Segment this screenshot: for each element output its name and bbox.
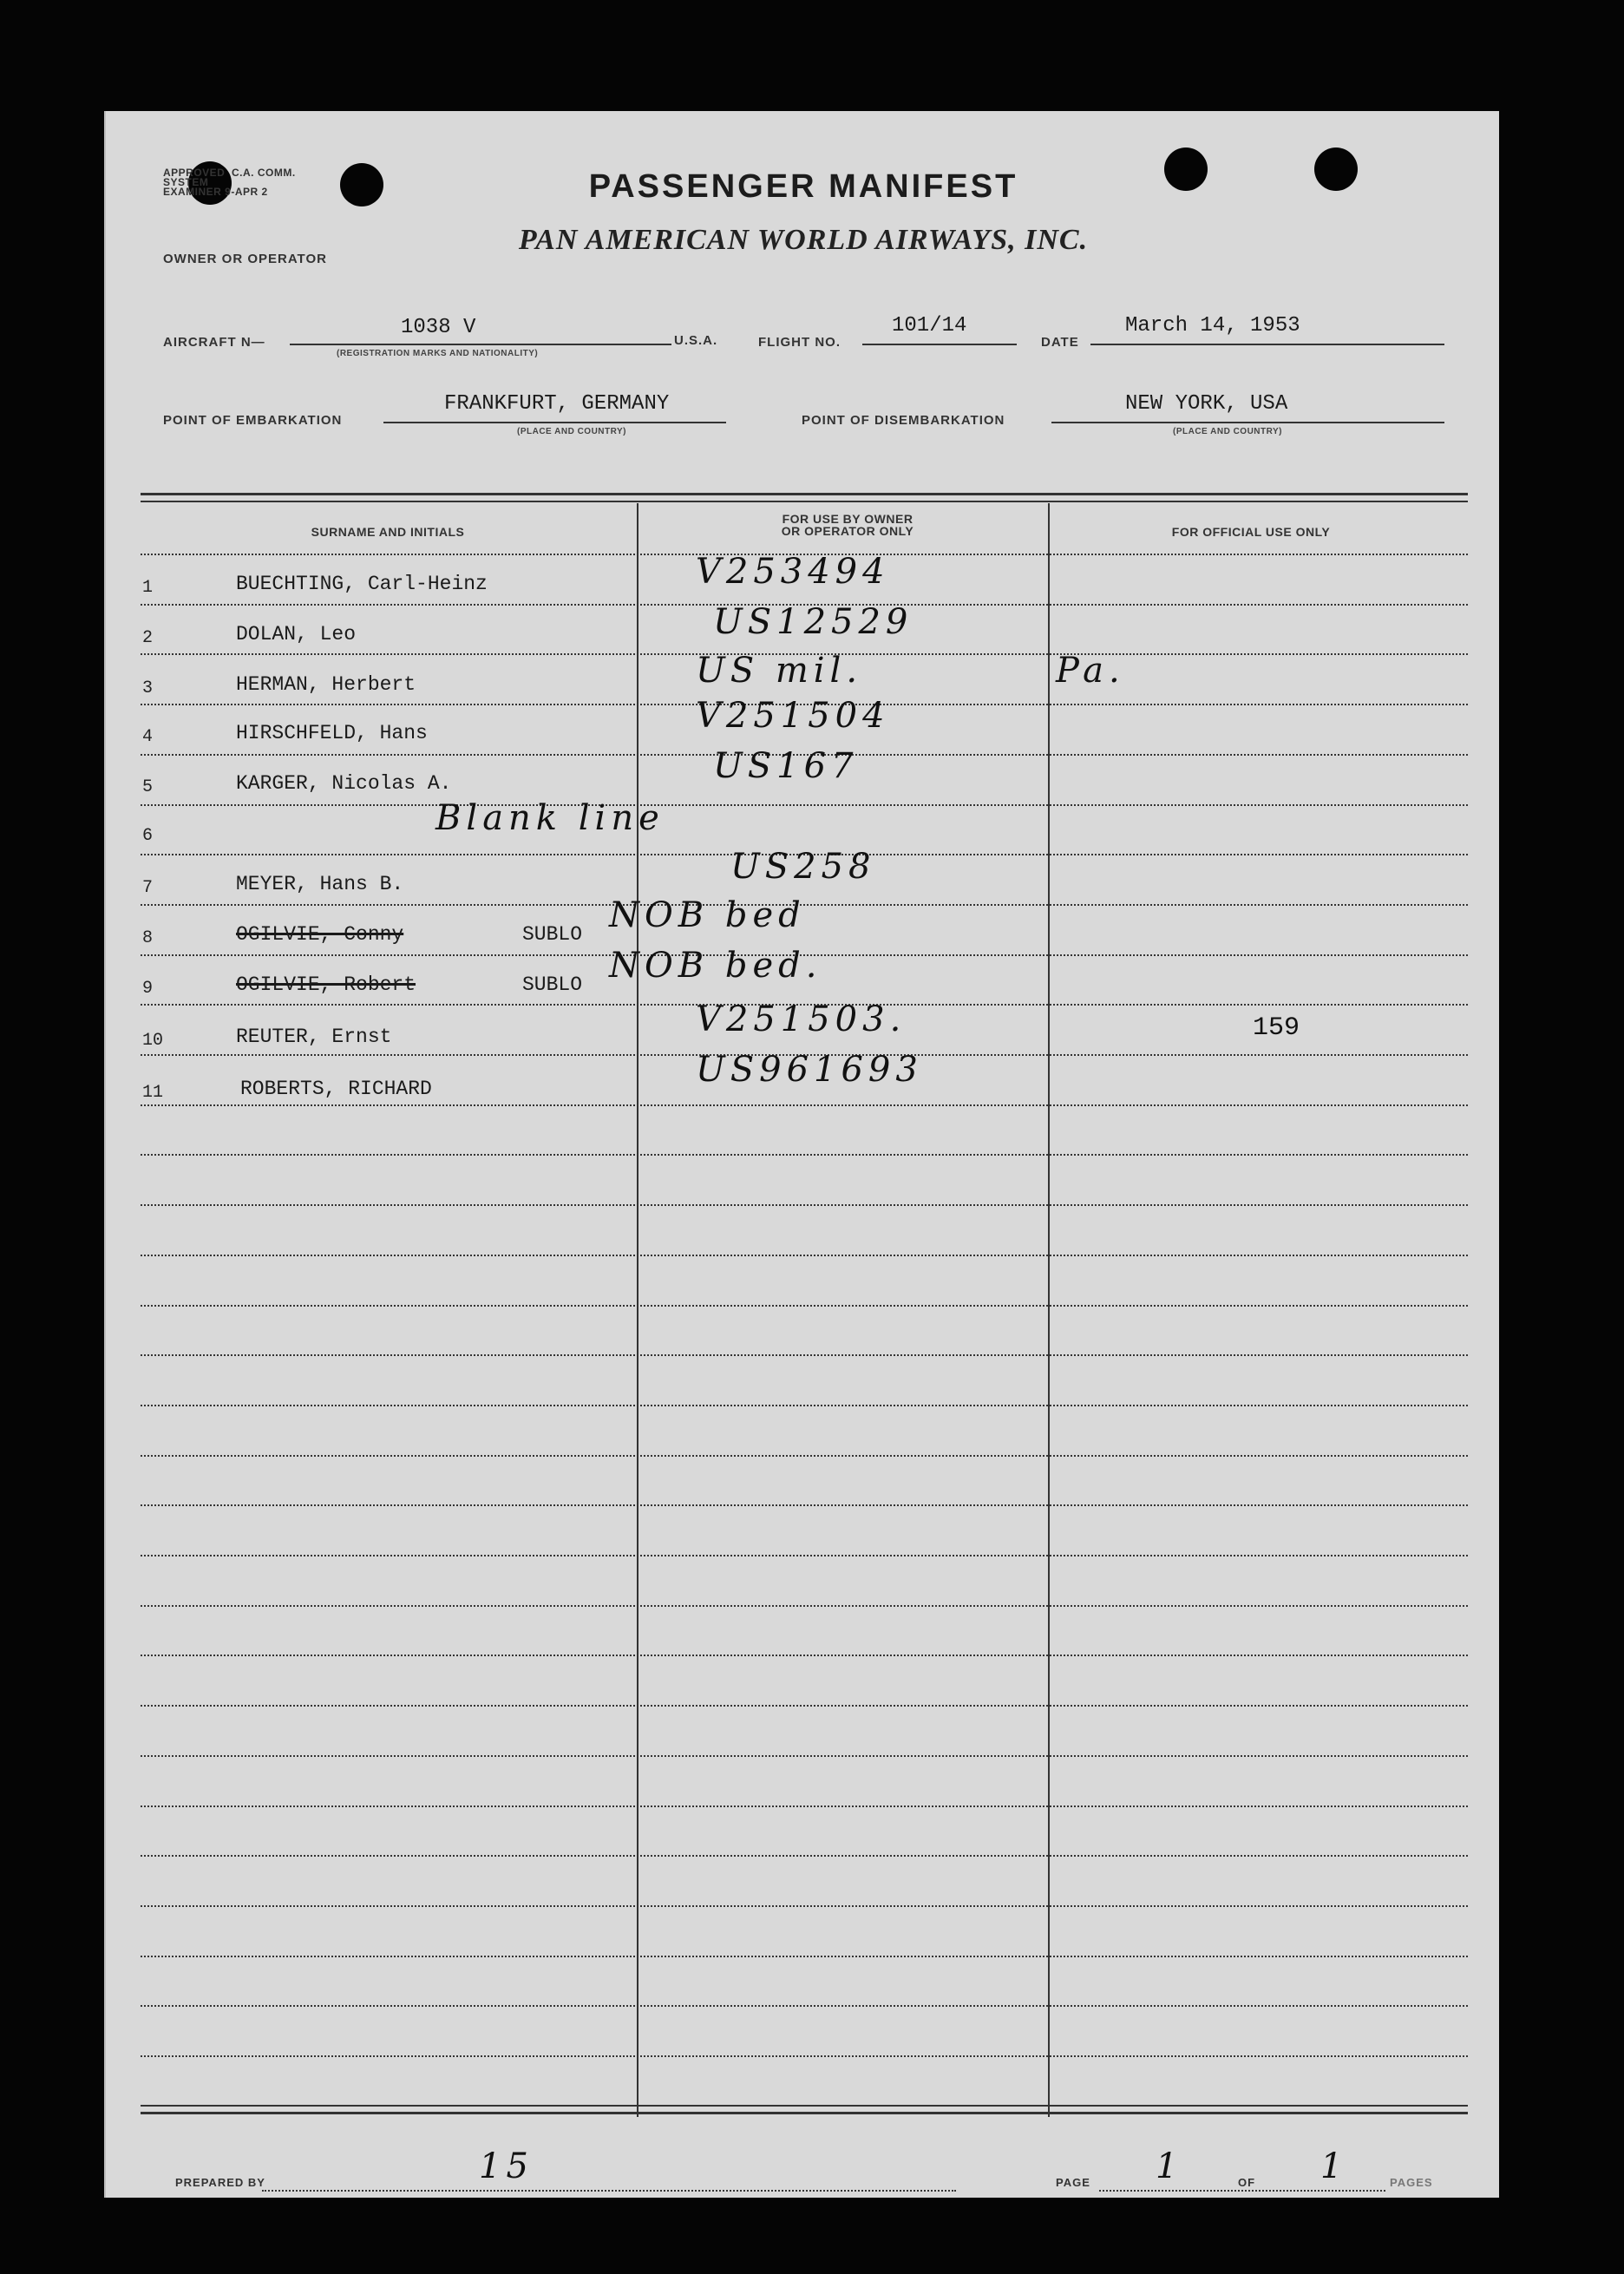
- row-rule: [141, 2005, 1468, 2007]
- row-rule: [141, 1605, 1468, 1607]
- row-number: 2: [142, 628, 154, 648]
- row-rule: [141, 1655, 1468, 1656]
- row-rule: [141, 1755, 1468, 1757]
- passenger-name: OGILVIE, Robert: [236, 973, 416, 996]
- row-rule: [141, 1255, 1468, 1256]
- row-number: 11: [142, 1083, 164, 1103]
- page-value: 1: [1156, 2146, 1183, 2186]
- disembarkation-value: NEW YORK, USA: [1125, 392, 1288, 416]
- prepared-by-line: [262, 2190, 956, 2192]
- page-title: PASSENGER MANIFEST: [588, 168, 1018, 205]
- row-rule: [141, 1504, 1468, 1506]
- aircraft-value: 1038 V: [401, 316, 476, 339]
- place-note-2: (PLACE AND COUNTRY): [1173, 427, 1282, 436]
- row-rule: [141, 1405, 1468, 1406]
- usa-label: U.S.A.: [674, 333, 718, 348]
- row-rule: [141, 1555, 1468, 1556]
- flight-label: FLIGHT NO.: [758, 335, 841, 350]
- row-rule: [141, 1305, 1468, 1307]
- row-rule: [141, 1154, 1468, 1156]
- passenger-name: HIRSCHFELD, Hans: [236, 722, 428, 744]
- approval-stamp: APPROVED C.A. COMM. SYSTEM EXAMINER 9-APR 2: [163, 167, 296, 198]
- date-underline: [1090, 344, 1444, 345]
- owner-entry: US mil.: [696, 651, 863, 691]
- column-divider: [637, 503, 638, 2117]
- owner-entry: US258: [730, 847, 876, 887]
- column-header-surname: SURNAME AND INITIALS: [311, 525, 465, 539]
- row-number: 5: [142, 777, 154, 797]
- row-number: 7: [142, 878, 154, 898]
- passenger-name: ROBERTS, RICHARD: [240, 1078, 432, 1100]
- aircraft-label: AIRCRAFT N—: [163, 335, 265, 350]
- owner-entry: V251503.: [696, 999, 907, 1039]
- owner-entry: V251504: [696, 696, 890, 736]
- of-value: 1: [1320, 2146, 1348, 2186]
- official-entry: Pa.: [1056, 651, 1125, 691]
- embarkation-value: FRANKFURT, GERMANY: [444, 392, 670, 416]
- row-number: 9: [142, 979, 154, 999]
- registration-note: (REGISTRATION MARKS AND NATIONALITY): [337, 349, 539, 358]
- row-number: 8: [142, 928, 154, 948]
- row-number: 6: [142, 826, 154, 846]
- of-label: OF: [1238, 2176, 1256, 2189]
- row-rule: [141, 804, 1468, 806]
- page-line: [1099, 2190, 1385, 2192]
- row-rule: [141, 1905, 1468, 1907]
- flight-underline: [862, 344, 1017, 345]
- sublo-label: SUBLO: [522, 973, 583, 996]
- owner-entry: NOB bed.: [609, 946, 822, 986]
- table-top-rule: [141, 493, 1468, 495]
- disembarkation-underline: [1051, 422, 1444, 423]
- row-number: 1: [142, 578, 154, 598]
- row-rule: [141, 1855, 1468, 1857]
- owner-entry: NOB bed: [609, 895, 806, 935]
- row-rule: [141, 1455, 1468, 1457]
- date-value: March 14, 1953: [1125, 314, 1300, 337]
- passenger-name: BUECHTING, Carl-Heinz: [236, 573, 488, 595]
- owner-entry: US961693: [696, 1050, 923, 1090]
- aircraft-underline: [290, 344, 671, 345]
- row-rule: [141, 1705, 1468, 1707]
- owner-entry: US167: [713, 746, 859, 786]
- passenger-name: HERMAN, Herbert: [236, 673, 416, 696]
- page-label: PAGE: [1056, 2176, 1090, 2189]
- sublo-label: SUBLO: [522, 923, 583, 946]
- passenger-name: MEYER, Hans B.: [236, 873, 404, 895]
- row-rule: [141, 1354, 1468, 1356]
- row-rule: [141, 2055, 1468, 2057]
- passenger-name: KARGER, Nicolas A.: [236, 772, 452, 795]
- row-rule: [141, 1204, 1468, 1206]
- row-rule: [141, 1805, 1468, 1807]
- row-rule: [141, 1956, 1468, 1957]
- passenger-name: OGILVIE, Conny: [236, 923, 404, 946]
- official-entry: 159: [1253, 1013, 1300, 1043]
- table-bottom-rule: [141, 2105, 1468, 2107]
- pages-label: PAGES: [1390, 2176, 1433, 2189]
- manifest-sheet: [104, 111, 1499, 2198]
- passenger-name: DOLAN, Leo: [236, 623, 357, 646]
- date-label: DATE: [1041, 335, 1079, 350]
- column-header-owner: FOR USE BY OWNER OR OPERATOR ONLY: [781, 512, 914, 538]
- column-divider: [1048, 503, 1050, 2117]
- owner-entry: US12529: [713, 602, 914, 642]
- embarkation-underline: [383, 422, 726, 423]
- embarkation-label: POINT OF EMBARKATION: [163, 413, 343, 428]
- blank-line-note: Blank line: [435, 798, 665, 838]
- place-note: (PLACE AND COUNTRY): [517, 427, 626, 436]
- table-bottom-rule: [141, 2112, 1468, 2114]
- owner-entry: V253494: [696, 552, 890, 592]
- prepared-by-value: 15: [479, 2146, 534, 2186]
- row-rule: [141, 1104, 1468, 1106]
- flight-value: 101/14: [892, 314, 967, 337]
- prepared-by-label: PREPARED BY: [175, 2176, 265, 2189]
- owner-operator-label: OWNER OR OPERATOR: [163, 252, 327, 266]
- airline-name: PAN AMERICAN WORLD AIRWAYS, INC.: [518, 224, 1089, 256]
- row-number: 3: [142, 678, 154, 698]
- row-number: 4: [142, 727, 154, 747]
- disembarkation-label: POINT OF DISEMBARKATION: [802, 413, 1005, 428]
- passenger-name: REUTER, Ernst: [236, 1026, 392, 1048]
- column-header-official: FOR OFFICIAL USE ONLY: [1171, 525, 1331, 539]
- table-top-rule: [141, 501, 1468, 502]
- row-number: 10: [142, 1031, 164, 1051]
